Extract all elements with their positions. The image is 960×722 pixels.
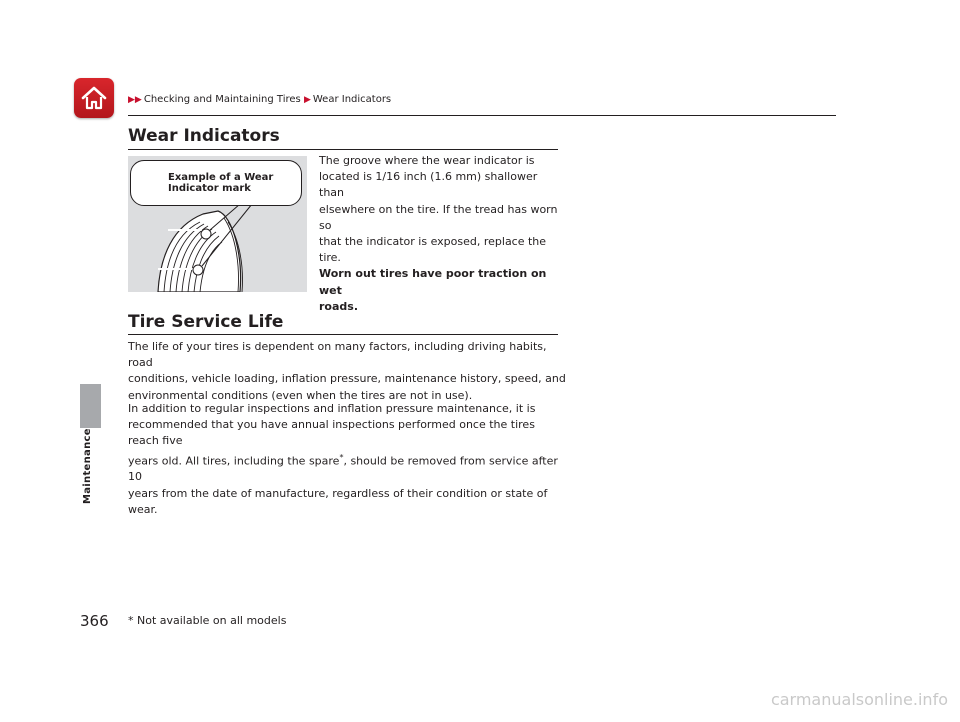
home-button[interactable] [74,78,114,118]
footnote: * Not available on all models [128,614,287,627]
section-label: Maintenance [82,428,93,504]
service-life-paragraph-1 [128,339,568,404]
breadcrumb-current: Wear Indicators [312,94,392,105]
breadcrumb [128,94,391,105]
section-tab [80,384,101,428]
body-line: The life of your tires is dependent on many factors, including driving habits, road [128,340,547,370]
footnote-marker: * [339,452,344,462]
body-line: recommended that you have annual inspections performed once the tires reach five [128,418,535,448]
breadcrumb-arrow-icon: ▶▶ [128,95,142,105]
home-icon [79,83,109,113]
body-text-span: years old. All tires, including the spare [128,454,340,468]
heading-divider [128,149,558,150]
body-line: environmental conditions (even when the tires are not in use). [128,388,473,402]
body-line: that the indicator is exposed, replace the tire. [319,235,547,265]
wear-indicators-heading: Wear Indicators [128,126,280,146]
service-life-paragraph-2 [128,401,568,518]
body-text-span: , should be removed from service after 10 [128,454,558,484]
wear-indicators-body [319,153,564,315]
body-line: The groove where the wear indicator is [319,154,535,167]
body-line: years from the date of manufacture, regardless of their condition or state of wear. [128,486,548,516]
body-line: conditions, vehicle loading, inflation pressure, maintenance history, speed, and [128,372,566,386]
body-line: elsewhere on the tire. If the tread has worn so [319,202,558,232]
page-number: 366 [80,612,109,630]
breadcrumb-link-tires[interactable]: Checking and Maintaining Tires [143,94,301,105]
header-divider [128,115,836,116]
tire-service-life-heading: Tire Service Life [128,312,284,332]
heading-divider [128,334,558,335]
body-line: In addition to regular inspections and inflation pressure maintenance, it is [128,402,536,415]
wear-indicator-figure [128,156,307,292]
warning-line: roads. [319,299,359,313]
warning-line: Worn out tires have poor traction on wet [319,267,547,297]
body-line: located is 1/16 inch (1.6 mm) shallower than [319,170,538,200]
body-line [128,450,568,486]
watermark: carmanualsonline.info [770,690,948,709]
figure-callout-label: Example of a Wear Indicator mark [168,172,274,194]
breadcrumb-arrow-icon: ▶ [303,95,311,105]
